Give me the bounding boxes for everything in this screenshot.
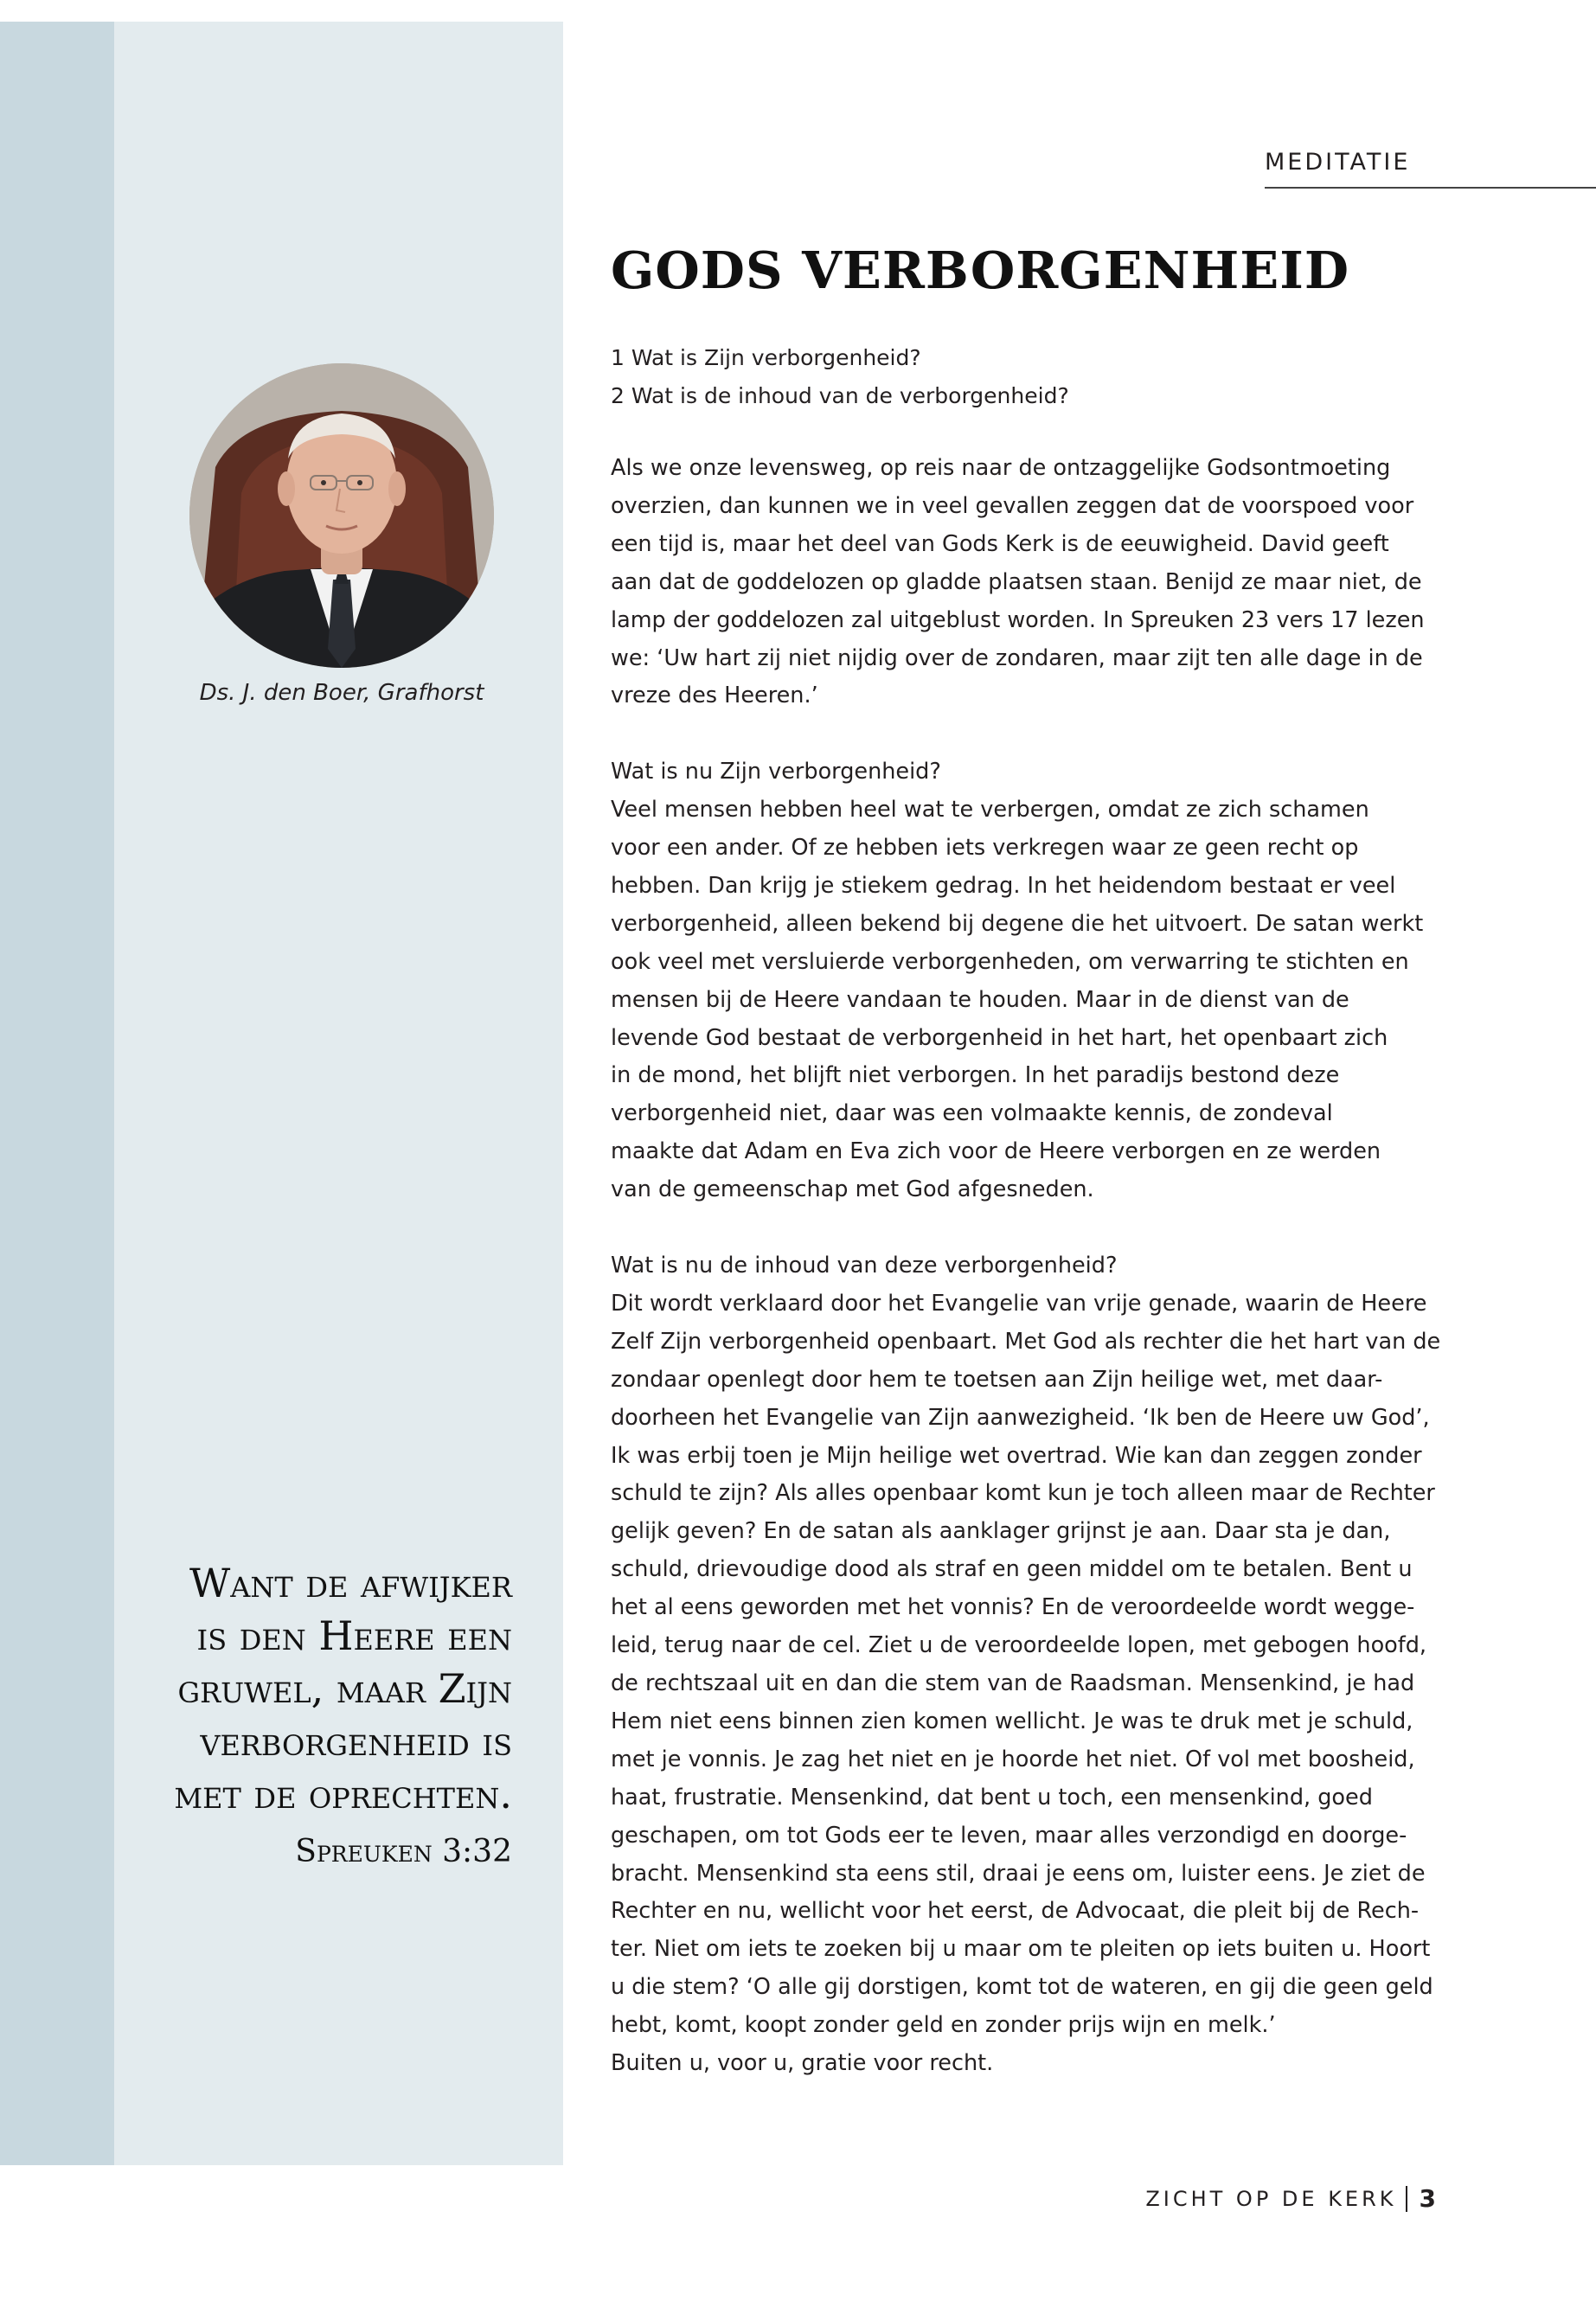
question-list: [611, 339, 1069, 415]
text-line: de rechtszaal uit en dan die stem van de Raadsman. Mensenkind, je had: [611, 1670, 1415, 1696]
text-line: Als we onze levensweg, op reis naar de ontzaggelijke Godsontmoeting: [611, 455, 1391, 481]
text-line: Dit wordt verklaard door het Evangelie van vrije genade, waarin de Heere: [611, 1290, 1427, 1317]
text-line: haat, frustratie. Mensenkind, dat bent u toch, een mensenkind, goed: [611, 1784, 1373, 1811]
text-line: u die stem? ‘O alle gij dorstigen, komt tot de wateren, en gij die geen geld: [611, 1974, 1433, 2001]
text-line: gelijk geven? En de satan als aanklager grijnst je aan. Daar sta je dan,: [611, 1518, 1391, 1545]
question-item: 2 Wat is de inhoud van de verborgenheid?: [611, 383, 1069, 408]
text-line: verborgenheid niet, daar was een volmaakte kennis, de zondeval: [611, 1100, 1333, 1127]
author-portrait: [189, 363, 494, 668]
text-line: schuld te zijn? Als alles openbaar komt kun je toch alleen maar de Rechter: [611, 1480, 1435, 1507]
pull-quote-reference: Spreuken 3:32: [295, 1834, 512, 1869]
text-line: in de mond, het blijft niet verborgen. In het paradijs bestond deze: [611, 1062, 1340, 1089]
text-line: Ik was erbij toen je Mijn heilige wet overtrad. Wie kan dan zeggen zonder: [611, 1442, 1422, 1469]
subheading: Wat is nu de inhoud van deze verborgenheid?: [611, 1253, 1118, 1279]
article-title: GODS VERBORGENHEID: [611, 240, 1350, 300]
text-line: verborgenheid, alleen bekend bij degene die het uitvoert. De satan werkt: [611, 910, 1424, 937]
text-line: ook veel met versluierde verborgenheden, om verwarring te stichten en: [611, 948, 1409, 975]
text-line: voor een ander. Of ze hebben iets verkregen waar ze geen recht op: [611, 835, 1359, 862]
text-line: Veel mensen hebben heel wat te verbergen, omdat ze zich schamen: [611, 797, 1369, 824]
footer-divider: [1406, 2186, 1407, 2212]
text-line: levende God bestaat de verborgenheid in het hart, het openbaart zich: [611, 1024, 1388, 1051]
text-line: doorheen het Evangelie van Zijn aanwezigheid. ‘Ik ben de Heere uw God’,: [611, 1404, 1430, 1431]
magazine-name: ZICHT OP DE KERK: [1145, 2186, 1397, 2211]
text-line: met je vonnis. Je zag het niet en je hoorde het niet. Of vol met boosheid,: [611, 1746, 1415, 1772]
pull-quote-line: is den Heere een: [196, 1612, 512, 1659]
text-line: leid, terug naar de cel. Ziet u de veroordeelde lopen, met gebogen hoofd,: [611, 1632, 1427, 1659]
text-line: van de gemeenschap met God afgesneden.: [611, 1176, 1094, 1203]
author-caption: Ds. J. den Boer, Grafhorst: [199, 680, 484, 706]
text-line: een tijd is, maar het deel van Gods Kerk is de eeuwigheid. David geeft: [611, 530, 1389, 557]
text-line: het al eens geworden met het vonnis? En de veroordeelde wordt wegge-: [611, 1594, 1415, 1621]
text-line: Zelf Zijn verborgenheid openbaart. Met God als rechter die het hart van de: [611, 1328, 1441, 1355]
text-line: Buiten u, voor u, gratie voor recht.: [611, 2050, 994, 2077]
sidebar-stripe-dark: [0, 22, 114, 2165]
question-item: 1 Wat is Zijn verborgenheid?: [611, 345, 921, 370]
text-line: aan dat de goddelozen op gladde plaatsen staan. Benijd ze maar niet, de: [611, 568, 1422, 595]
article-body: [611, 450, 1476, 2083]
portrait-image: [189, 363, 494, 668]
text-line: lamp der goddelozen zal uitgeblust worden. In Spreuken 23 vers 17 lezen: [611, 606, 1425, 633]
page-number: 3: [1419, 2184, 1436, 2213]
paragraph: [611, 1247, 1476, 2083]
pull-quote-line: verborgenheid is: [200, 1718, 512, 1765]
text-line: we: ‘Uw hart zij niet nijdig over de zondaren, maar zijt ten alle dage in de: [611, 644, 1423, 671]
page-footer: [1145, 2184, 1436, 2213]
text-line: schuld, drievoudige dood als straf en geen middel om te betalen. Bent u: [611, 1556, 1413, 1583]
pull-quote-line: gruwel, maar Zijn: [177, 1665, 512, 1712]
text-line: maakte dat Adam en Eva zich voor de Heere verborgen en ze werden: [611, 1138, 1381, 1165]
section-rule: [1265, 187, 1596, 189]
pull-quote-line: Want de afwijker: [189, 1560, 512, 1606]
text-line: hebben. Dan krijg je stiekem gedrag. In het heidendom bestaat er veel: [611, 872, 1396, 899]
text-line: bracht. Mensenkind sta eens stil, draai je eens om, luister eens. Je ziet de: [611, 1860, 1426, 1887]
text-line: vreze des Heeren.’: [611, 683, 818, 709]
paragraph: [611, 450, 1476, 715]
text-line: overzien, dan kunnen we in veel gevallen zeggen dat de voorspoed voor: [611, 492, 1414, 519]
paragraph: [611, 753, 1476, 1209]
section-label: MEDITATIE: [1265, 149, 1411, 176]
text-line: Rechter en nu, wellicht voor het eerst, de Advocaat, die pleit bij de Rech-: [611, 1898, 1420, 1925]
pull-quote-line: met de oprechten.: [174, 1771, 512, 1817]
text-line: mensen bij de Heere vandaan te houden. Maar in de dienst van de: [611, 986, 1349, 1013]
text-line: Hem niet eens binnen zien komen wellicht. Je was te druk met je schuld,: [611, 1708, 1413, 1734]
text-line: zondaar openlegt door hem te toetsen aan Zijn heilige wet, met daar-: [611, 1366, 1383, 1393]
pull-quote: [121, 1557, 512, 1821]
text-line: hebt, komt, koopt zonder geld en zonder prijs wijn en melk.’: [611, 2012, 1276, 2039]
text-line: geschapen, om tot Gods eer te leven, maar alles verzondigd en doorge-: [611, 1822, 1407, 1849]
text-line: ter. Niet om iets te zoeken bij u maar om te pleiten op iets buiten u. Hoort: [611, 1936, 1431, 1963]
subheading: Wat is nu Zijn verborgenheid?: [611, 759, 941, 785]
